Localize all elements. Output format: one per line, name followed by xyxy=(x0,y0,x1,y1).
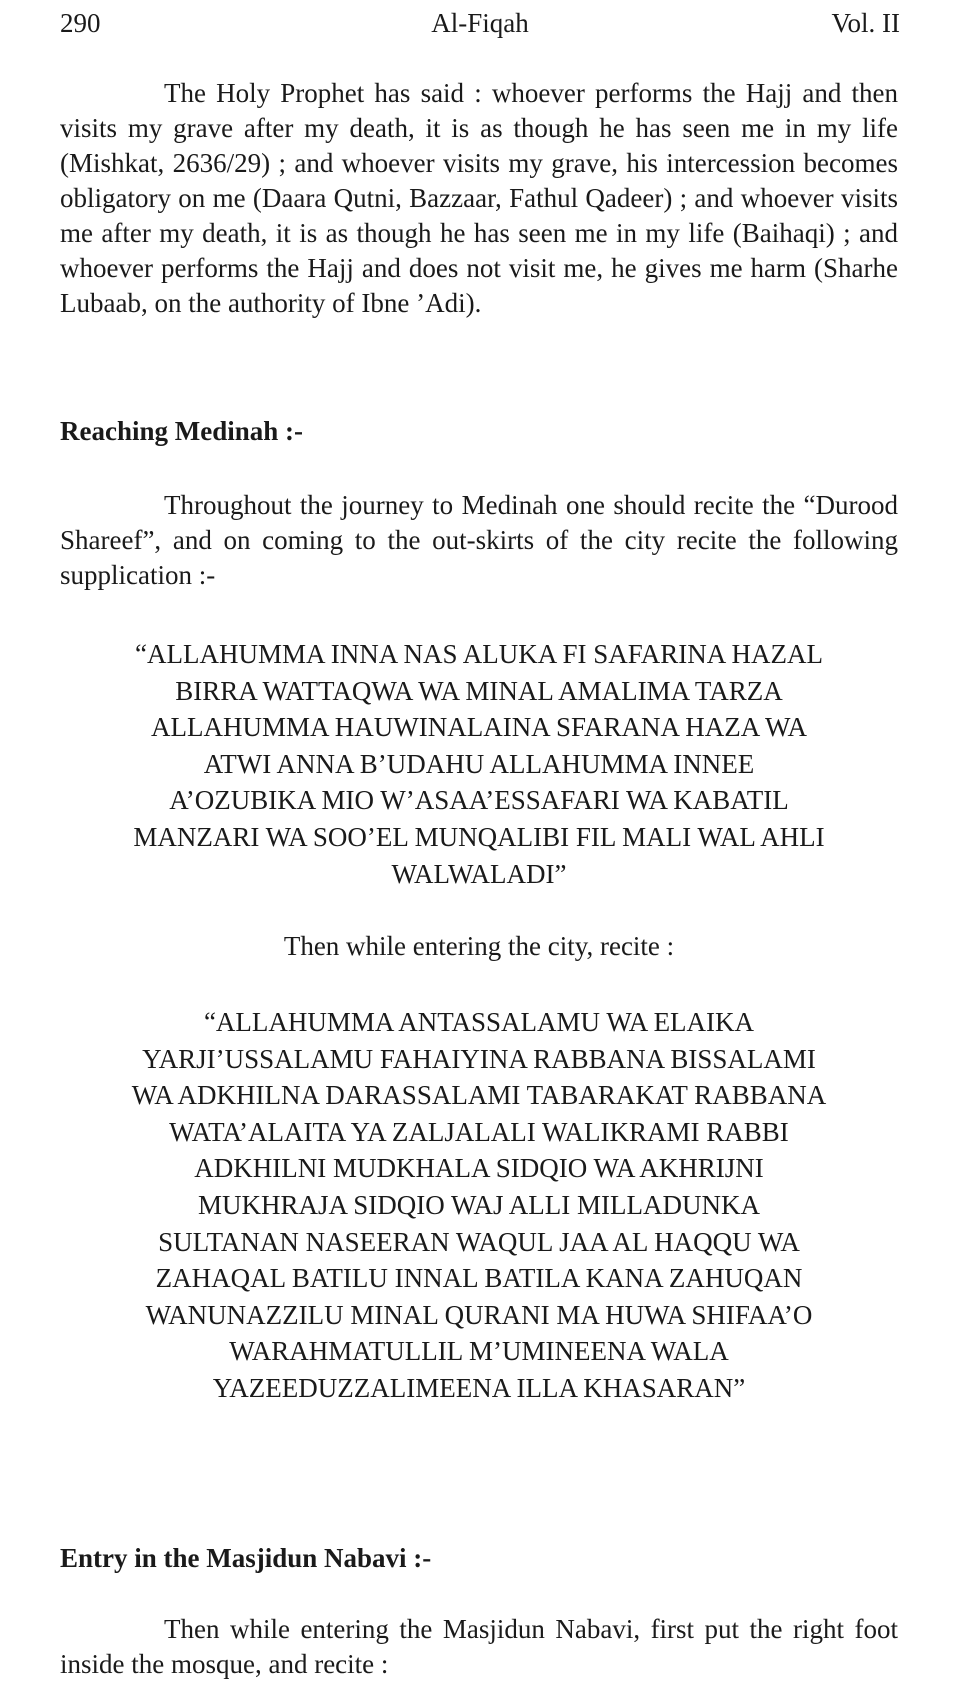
page-number: 290 xyxy=(60,8,101,38)
supplication-line: SULTANAN NASEERAN WAQUL JAA AL HAQQU WA xyxy=(158,1226,800,1257)
supplication-line: “ALLAHUMMA ANTASSALAMU WA ELAIKA xyxy=(203,1007,755,1037)
supplication-line: WARAHMATULLIL M’UMINEENA WALA xyxy=(229,1336,729,1367)
supplication-line: WA ADKHILNA DARASSALAMI TABARAKAT RABBANA xyxy=(131,1080,827,1111)
supplication-line: ZAHAQAL BATILU INNAL BATILA KANA ZAHUQAN xyxy=(155,1263,803,1294)
supplication-line: MUKHRAJA SIDQIO WAJ ALLI MILLADUNKA xyxy=(198,1189,760,1220)
intro-paragraph: The Holy Prophet has said : whoever performs the Hajj and then visits my grave after my death, it is as though he has seen me in my life (Mishkat, 2636/29) ; and whoever visits my grave, his intercession becomes obligatory on me (Daara Qutni, Bazzaar, Fathul Qadeer) ; and whoever visits me after my death, it is as though he has seen me in my life (Baihaqi) ; and whoever performs the Hajj and does not visit me, he gives me harm (Sharhe Lubaab, on the authority of Ibne ’Adi). xyxy=(60,78,898,318)
entering-city-instruction: Then while entering the city, recite : xyxy=(283,931,675,961)
section-heading-reaching-medinah: Reaching Medinah :- xyxy=(60,416,303,446)
supplication-line: ALLAHUMMA HAUWINALAINA SFARANA HAZA WA xyxy=(150,712,807,743)
supplication-line: WALWALADI” xyxy=(391,858,567,889)
supplication-line: WANUNAZZILU MINAL QURANI MA HUWA SHIFAA’O xyxy=(145,1299,813,1330)
supplication-line: ADKHILNI MUDKHALA SIDQIO WA AKHRIJNI xyxy=(194,1153,764,1184)
section-heading-masjid-entry: Entry in the Masjidun Nabavi :- xyxy=(60,1543,432,1573)
supplication-line: MANZARI WA SOO’EL MUNQALIBI FIL MALI WAL AHLI xyxy=(133,821,825,852)
supplication-line: “ALLAHUMMA INNA NAS ALUKA FI SAFARINA HAZAL xyxy=(134,639,824,669)
supplication-line: ATWI ANNA B’UDAHU ALLAHUMMA INNEE xyxy=(203,748,755,779)
supplication-line: YARJI’USSALAMU FAHAIYINA RABBANA BISSALAMI xyxy=(142,1043,816,1074)
masjid-paragraph: Then while entering the Masjidun Nabavi, first put the right foot inside the mosque, and recite : xyxy=(60,1614,898,1679)
page-header xyxy=(60,8,900,40)
city-supplication xyxy=(60,1004,898,1407)
supplication-line: WATA’ALAITA YA ZALJALALI WALIKRAMI RABBI xyxy=(169,1116,789,1147)
volume-label: Vol. II xyxy=(831,8,900,38)
supplication-line: A’OZUBIKA MIO W’ASAA’ESSAFARI WA KABATIL xyxy=(169,785,789,816)
travel-supplication xyxy=(60,636,898,892)
book-title: Al-Fiqah xyxy=(431,8,529,38)
supplication-line: YAZEEDUZZALIMEENA ILLA KHASARAN” xyxy=(212,1372,746,1403)
journey-paragraph: Throughout the journey to Medinah one should recite the “Durood Shareef”, and on coming to the out-skirts of the city recite the following supplication :- xyxy=(60,490,898,590)
supplication-line: BIRRA WATTAQWA WA MINAL AMALIMA TARZA xyxy=(175,675,783,706)
